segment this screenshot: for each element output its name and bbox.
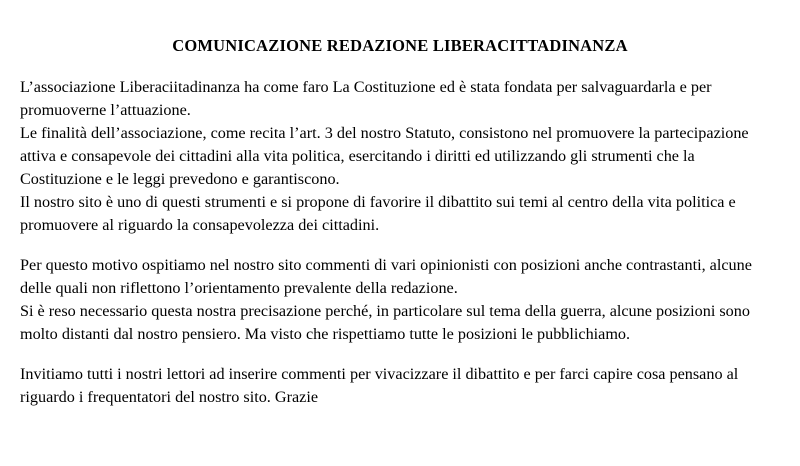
paragraph-2: Le finalità dell’associazione, come recita l’art. 3 del nostro Statuto, consistono nel promuovere la partecipazione attiva e consapevole dei cittadini alla vita politica, esercitando i diritti ed utilizzando gli strumenti che la Costituzione e le leggi prevedono e garantiscono. bbox=[20, 123, 749, 188]
paragraph-1: L’associazione Liberaciitadinanza ha come faro La Costituzione ed è stata fondata per salvaguardarla e per promuoverne l’attuazione. bbox=[20, 77, 712, 119]
page-title: COMUNICAZIONE REDAZIONE LIBERACITTADINANZA bbox=[172, 36, 628, 55]
paragraph-3: Il nostro sito è uno di questi strumenti e si propone di favorire il dibattito sui temi al centro della vita politica e promuovere al riguardo la consapevolezza dei cittadini. bbox=[20, 192, 736, 234]
document-body bbox=[20, 76, 780, 409]
paragraph-6: Invitiamo tutti i nostri lettori ad inserire commenti per vivacizzare il dibattito e per farci capire cosa pensano al riguardo i frequentatori del nostro sito. Grazie bbox=[20, 364, 739, 406]
paragraph-spacer-1 bbox=[20, 237, 780, 254]
paragraph-spacer-2 bbox=[20, 346, 780, 363]
paragraph-4: Per questo motivo ospitiamo nel nostro sito commenti di vari opinionisti con posizioni anche contrastanti, alcune delle quali non riflettono l’orientamento prevalente della redazione. bbox=[20, 255, 752, 297]
paragraph-5: Si è reso necessario questa nostra precisazione perché, in particolare sul tema della guerra, alcune posizioni sono molto distanti dal nostro pensiero. Ma visto che rispettiamo tutte le posizioni le pubblichiamo. bbox=[20, 301, 750, 343]
